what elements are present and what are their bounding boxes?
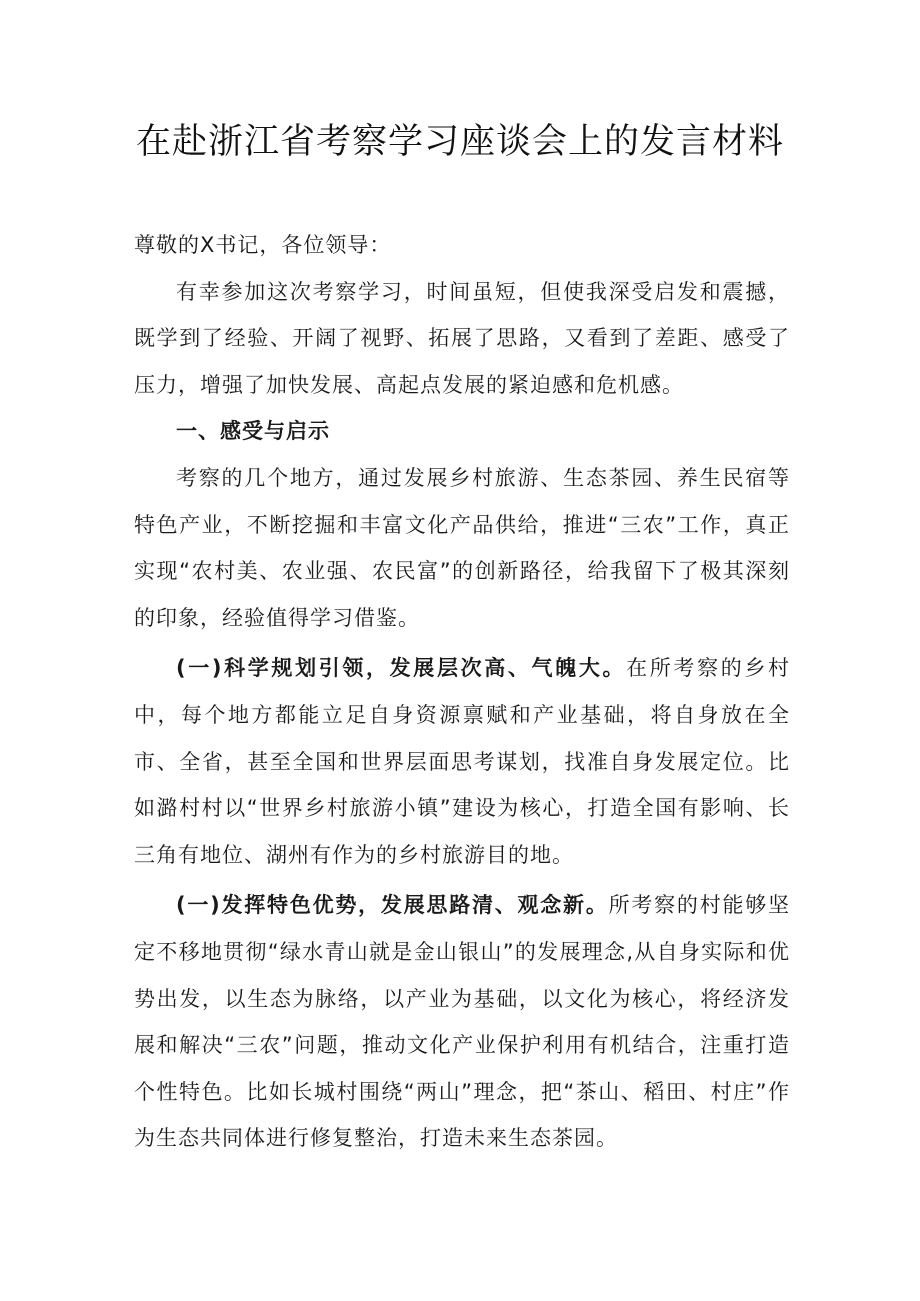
salutation: 尊敬的X书记，各位领导： <box>134 233 392 257</box>
point-1-heading: (一)科学规划引领，发展层次高、气魄大。 <box>176 656 627 681</box>
intro-paragraph: 有幸参加这次考察学习，时间虽短，但使我深受启发和震撼，既学到了经验、开阔了视野、拓展了思路，又看到了差距、感受了压力，增强了加快发展、高起点发展的紧迫感和危机感。 <box>134 279 790 397</box>
document-title: 在赴浙江省考察学习座谈会上的发言材料 <box>135 122 784 162</box>
document-body <box>134 222 790 1162</box>
point-2-paragraph <box>134 882 790 1162</box>
point-1-text: 在所考察的乡村中，每个地方都能立足自身资源禀赋和产业基础，将自身放在全市、全省，甚至全国和世界层面思考谋划，找准自身发展定位。比如潞村村以“世界乡村旅游小镇”建设为核心，打造全国有影响、长三角有地位、湖州有作为的乡村旅游目的地。 <box>134 656 791 867</box>
section-1-paragraph: 考察的几个地方，通过发展乡村旅游、生态茶园、养生民宿等特色产业，不断挖掘和丰富文化产品供给，推进“三农”工作，真正实现“农村美、农业强、农民富”的创新路径，给我留下了极其深刻的印象，经验值得学习借鉴。 <box>134 465 790 630</box>
point-2-heading: (一)发挥特色优势，发展思路清、观念新。 <box>176 893 609 918</box>
point-2-text: 所考察的村能够坚定不移地贯彻“绿水青山就是金山银山”的发展理念,从自身实际和优势出发，以生态为脉络，以产业为基础，以文化为核心，将经济发展和解决“三农”问题，推动文化产业保护利用有机结合，注重打造个性特色。比如长城村围绕“两山”理念，把“茶山、稻田、村庄”作为生态共同体进行修复整治，打造未来生态茶园。 <box>134 893 791 1151</box>
point-1-paragraph <box>134 645 790 878</box>
section-heading-1: 一、感受与启示 <box>176 419 330 444</box>
